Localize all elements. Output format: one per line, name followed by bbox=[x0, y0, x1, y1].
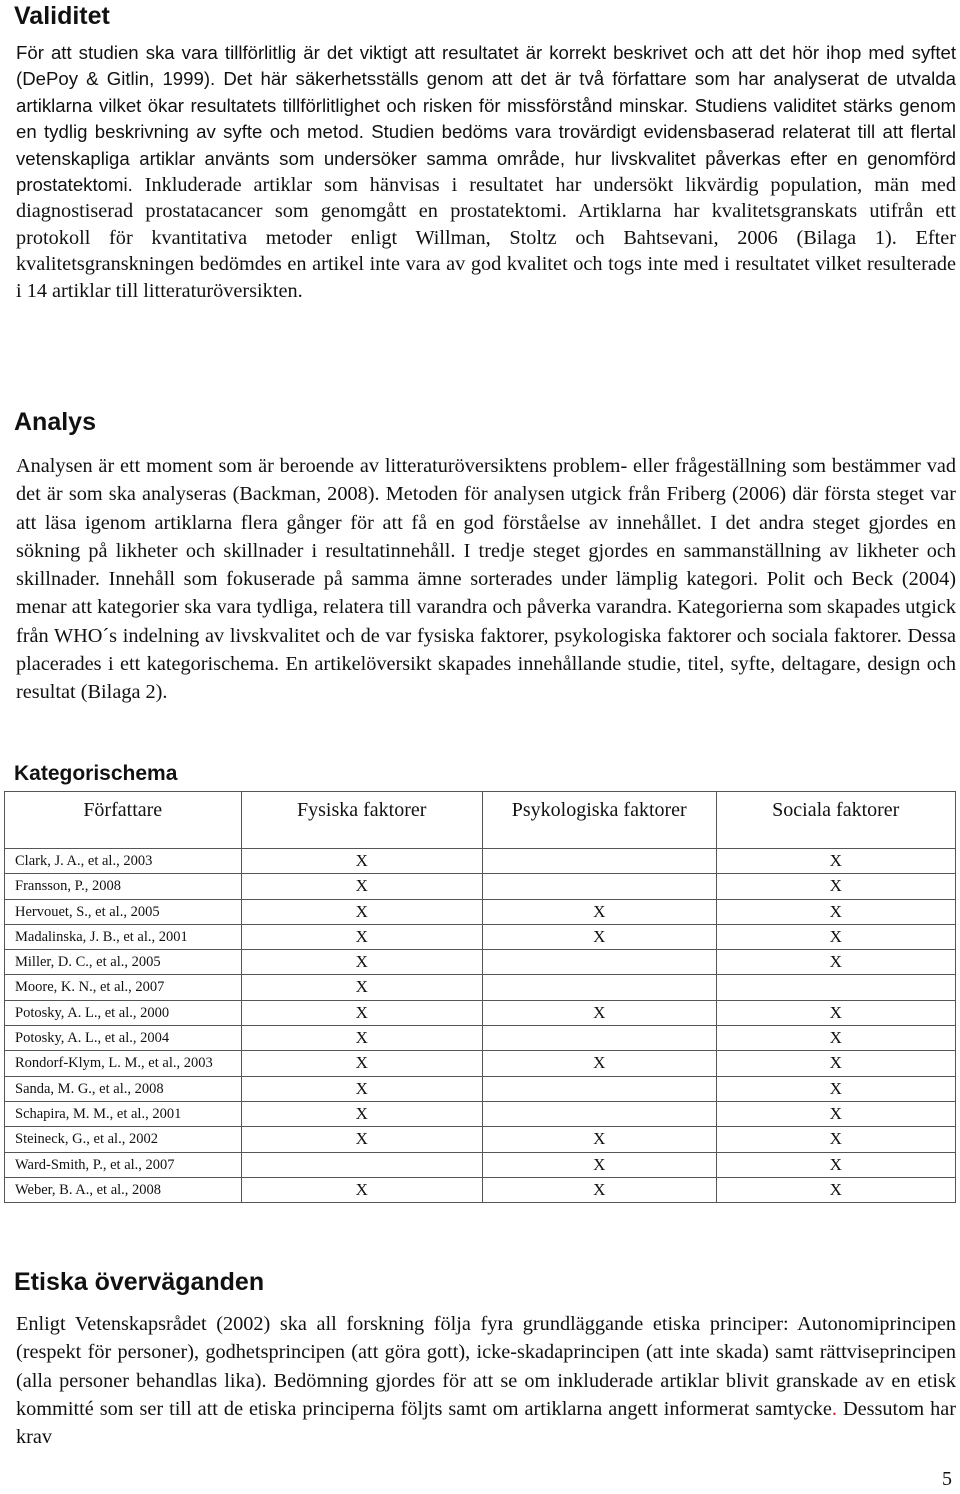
author-cell: Sanda, M. G., et al., 2008 bbox=[5, 1076, 242, 1101]
validitet-body bbox=[16, 40, 956, 304]
sociala-cell: X bbox=[716, 924, 955, 949]
table-row bbox=[5, 1051, 956, 1076]
psykologiska-cell bbox=[482, 975, 716, 1000]
table-row bbox=[5, 1076, 956, 1101]
sociala-cell: X bbox=[716, 899, 955, 924]
sociala-cell bbox=[716, 975, 955, 1000]
heading-kategorischema: Kategorischema bbox=[14, 762, 178, 785]
kategorischema-table bbox=[4, 791, 956, 1203]
sociala-cell: X bbox=[716, 849, 955, 874]
psykologiska-cell: X bbox=[482, 1127, 716, 1152]
col-header-sociala: Sociala faktorer bbox=[716, 792, 955, 849]
author-cell: Madalinska, J. B., et al., 2001 bbox=[5, 924, 242, 949]
validitet-body-part2-text: Inkluderade artiklar som hänvisas i resultatet har undersökt likvärdig population, män med diagnostiserad prostatacancer som genomgått en prostatektomi. Artiklarna har kvalitetsgranskats utifrån ett protokoll för kvantitativa metoder enligt Willman, Stoltz och Bahtsevani, 2006 (Bilaga 1). Efter kvalitetsgranskningen bedömdes en artikel inte vara av god kvalitet och togs inte med i resultatet vilket resulterade i 14 artiklar till litteraturöversikten. bbox=[16, 174, 956, 302]
table-row bbox=[5, 924, 956, 949]
author-cell: Steineck, G., et al., 2002 bbox=[5, 1127, 242, 1152]
fysiska-cell: X bbox=[241, 1101, 482, 1126]
col-header-forfattare: Författare bbox=[5, 792, 242, 849]
validitet-body-part1: För att studien ska vara tillförlitlig är det viktigt att resultatet är korrekt beskrivet och att det hör ihop med syftet (DePoy & Gitlin, 1999). Det här säkerhetsställs genom att det är två författare som har analyserat de utvalda artiklarna vilket ökar resultatets tillförlitlighet och risken för missförstånd minskar. Studiens validitet stärks genom en tydlig beskrivning av syfte och metod. Studien bedöms vara trovärdigt evidensbaserad relaterat till att flertal vetenskapliga artiklar använts som undersöker samma område, hur livskvalitet påverkas efter en genomförd prostatektomi. bbox=[16, 42, 956, 196]
psykologiska-cell bbox=[482, 874, 716, 899]
author-cell: Moore, K. N., et al., 2007 bbox=[5, 975, 242, 1000]
fysiska-cell: X bbox=[241, 1177, 482, 1202]
fysiska-cell: X bbox=[241, 1000, 482, 1025]
table-row bbox=[5, 1026, 956, 1051]
sociala-cell: X bbox=[716, 1051, 955, 1076]
fysiska-cell: X bbox=[241, 924, 482, 949]
author-cell: Potosky, A. L., et al., 2004 bbox=[5, 1026, 242, 1051]
sociala-cell: X bbox=[716, 1076, 955, 1101]
author-cell: Schapira, M. M., et al., 2001 bbox=[5, 1101, 242, 1126]
author-cell: Potosky, A. L., et al., 2000 bbox=[5, 1000, 242, 1025]
fysiska-cell: X bbox=[241, 1026, 482, 1051]
sociala-cell: X bbox=[716, 1026, 955, 1051]
psykologiska-cell: X bbox=[482, 1177, 716, 1202]
page-number: 5 bbox=[942, 1468, 952, 1490]
psykologiska-cell bbox=[482, 1101, 716, 1126]
psykologiska-cell bbox=[482, 950, 716, 975]
table-row bbox=[5, 950, 956, 975]
heading-analys: Analys bbox=[14, 408, 96, 436]
etiska-red-dot: . bbox=[831, 1397, 837, 1420]
analys-body: Analysen är ett moment som är beroende av litteraturöversiktens problem- eller frågeställning som bestämmer vad det är som ska analyseras (Backman, 2008). Metoden för analysen utgick från Friberg (2006) där första steget var att läsa igenom artiklarna flera gånger för att få en god förståelse av innehållet. I det andra steget gjordes en sökning på likheter och skillnader i resultatinnehåll. I tredje steget gjordes en sammanställning av likheter och skillnader. Innehåll som fokuserade på samma ämne sorterades under lämplig kategori. Polit och Beck (2004) menar att kategorier ska vara tydliga, relatera till varandra och påverka varandra. Kategorierna som skapades utgick från WHO´s indelning av livskvalitet och de var fysiska faktorer, psykologiska faktorer och sociala faktorer. Dessa placerades i ett kategorischema. En artikelöversikt skapades innehållande studie, titel, syfte, deltagare, design och resultat (Bilaga 2). bbox=[16, 455, 956, 704]
heading-etiska: Etiska överväganden bbox=[14, 1268, 265, 1296]
fysiska-cell: X bbox=[241, 899, 482, 924]
fysiska-cell: X bbox=[241, 975, 482, 1000]
psykologiska-cell: X bbox=[482, 1051, 716, 1076]
table-row bbox=[5, 1000, 956, 1025]
psykologiska-cell: X bbox=[482, 1152, 716, 1177]
sociala-cell: X bbox=[716, 1152, 955, 1177]
table-row bbox=[5, 1127, 956, 1152]
psykologiska-cell: X bbox=[482, 899, 716, 924]
table-row bbox=[5, 899, 956, 924]
fysiska-cell: X bbox=[241, 1076, 482, 1101]
author-cell: Fransson, P., 2008 bbox=[5, 874, 242, 899]
fysiska-cell: X bbox=[241, 950, 482, 975]
author-cell: Ward-Smith, P., et al., 2007 bbox=[5, 1152, 242, 1177]
fysiska-cell: X bbox=[241, 1051, 482, 1076]
sociala-cell: X bbox=[716, 874, 955, 899]
psykologiska-cell bbox=[482, 1076, 716, 1101]
table-row bbox=[5, 874, 956, 899]
sociala-cell: X bbox=[716, 1101, 955, 1126]
author-cell: Miller, D. C., et al., 2005 bbox=[5, 950, 242, 975]
psykologiska-cell bbox=[482, 849, 716, 874]
validitet-body-part2 bbox=[16, 174, 956, 302]
psykologiska-cell: X bbox=[482, 1000, 716, 1025]
author-cell: Hervouet, S., et al., 2005 bbox=[5, 899, 242, 924]
sociala-cell: X bbox=[716, 1127, 955, 1152]
table-row bbox=[5, 1101, 956, 1126]
col-header-fysiska: Fysiska faktorer bbox=[241, 792, 482, 849]
table-row bbox=[5, 975, 956, 1000]
sociala-cell: X bbox=[716, 1000, 955, 1025]
table-row bbox=[5, 1152, 956, 1177]
psykologiska-cell bbox=[482, 1026, 716, 1051]
author-cell: Clark, J. A., et al., 2003 bbox=[5, 849, 242, 874]
fysiska-cell: X bbox=[241, 874, 482, 899]
psykologiska-cell: X bbox=[482, 924, 716, 949]
table-row bbox=[5, 1177, 956, 1202]
col-header-psykologiska: Psykologiska faktorer bbox=[482, 792, 716, 849]
etiska-body bbox=[16, 1310, 956, 1451]
sociala-cell: X bbox=[716, 1177, 955, 1202]
fysiska-cell bbox=[241, 1152, 482, 1177]
etiska-body-tail: Dessutom har krav bbox=[16, 1397, 956, 1449]
table-header-row bbox=[5, 792, 956, 849]
fysiska-cell: X bbox=[241, 849, 482, 874]
etiska-body-main: Enligt Vetenskapsrådet (2002) ska all forskning följa fyra grundläggande etiska principer: Autonomiprincipen (respekt för personer), godhetsprincipen (att göra gott), icke-skadaprincipen (att inte skada) samt rättviseprincipen (alla personer behandlas lika). Bedömning gjordes för att se om inkluderade artiklar blivit granskade av en etisk kommitté som ser till att de etiska principerna följts samt om artiklarna angett informerat samtycke bbox=[16, 1313, 956, 1420]
table-row bbox=[5, 849, 956, 874]
author-cell: Weber, B. A., et al., 2008 bbox=[5, 1177, 242, 1202]
author-cell: Rondorf-Klym, L. M., et al., 2003 bbox=[5, 1051, 242, 1076]
fysiska-cell: X bbox=[241, 1127, 482, 1152]
sociala-cell: X bbox=[716, 950, 955, 975]
heading-validitet: Validitet bbox=[14, 2, 110, 30]
